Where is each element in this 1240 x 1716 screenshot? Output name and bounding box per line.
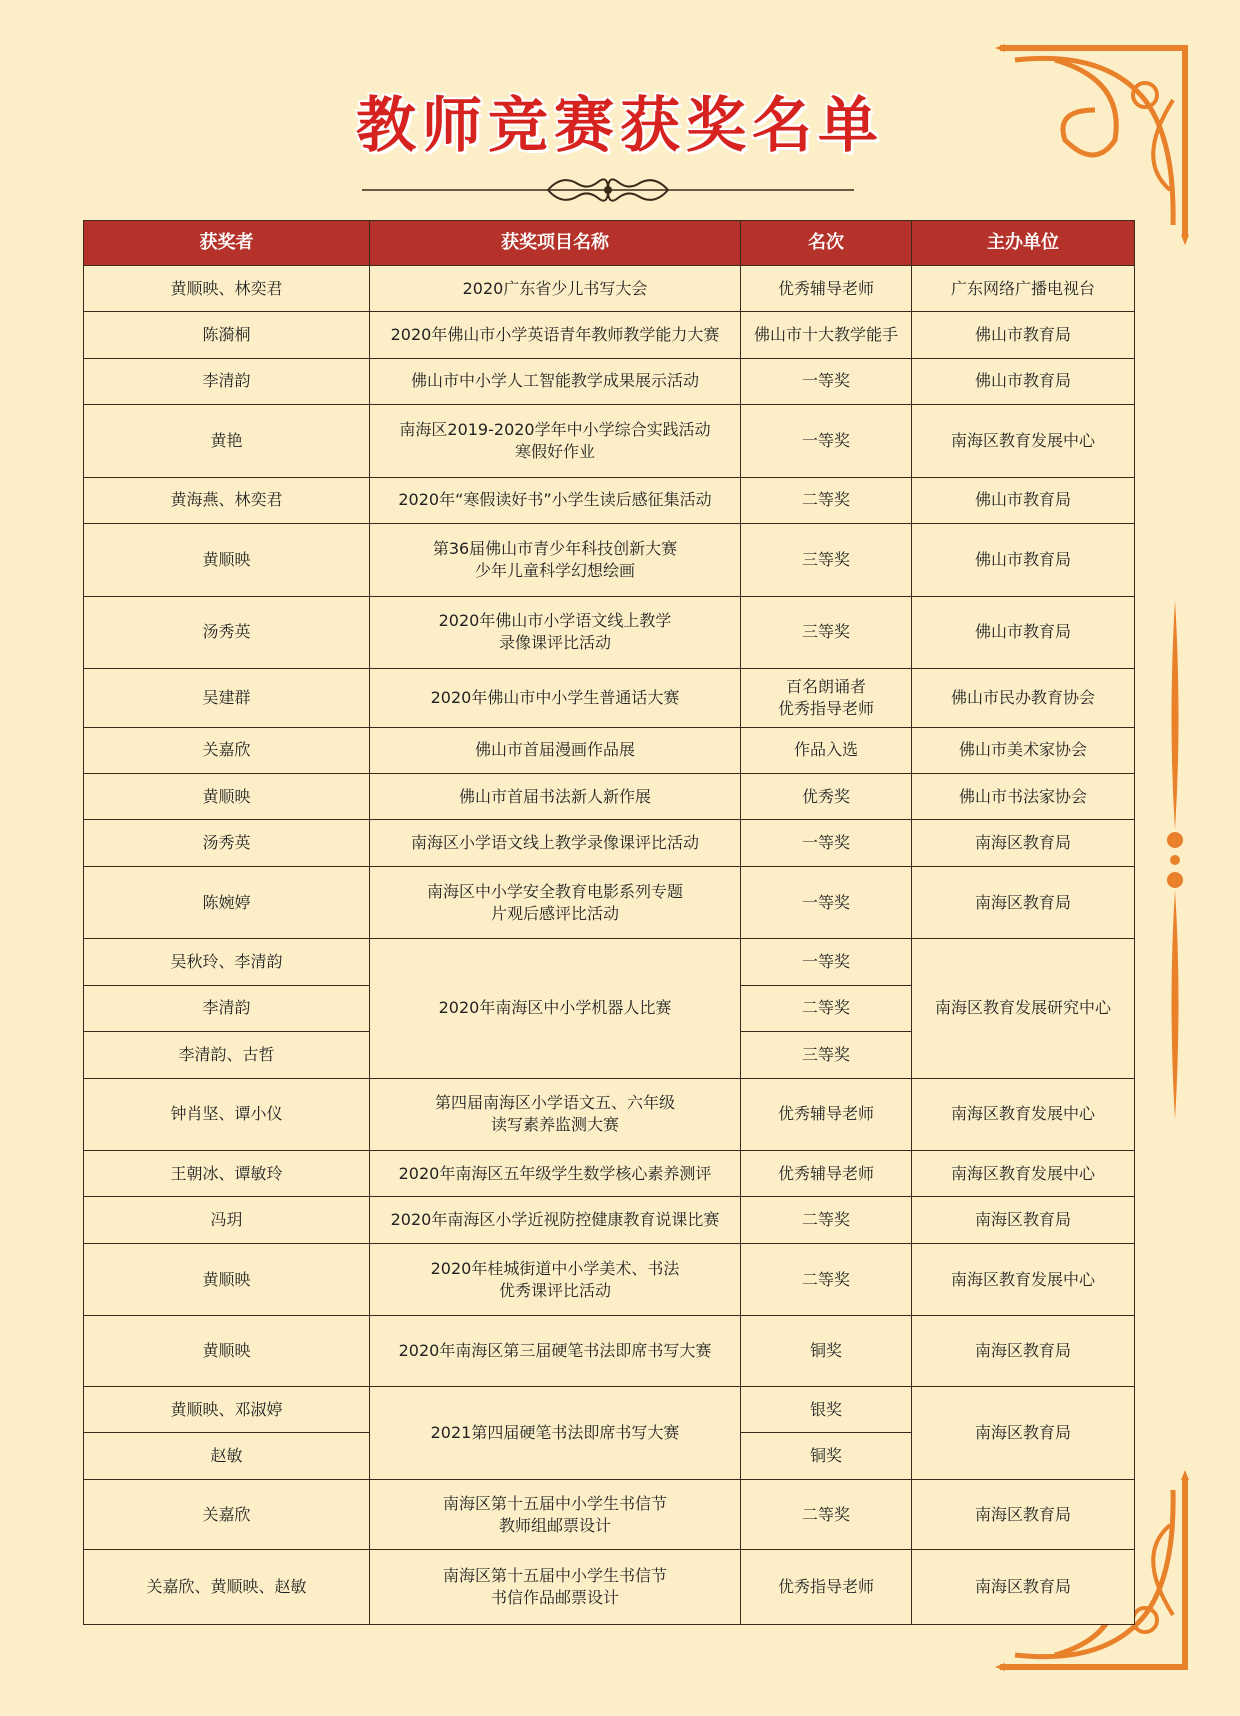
cell-rank: 三等奖 <box>741 1032 912 1078</box>
table-row <box>84 1197 1135 1243</box>
cell-organizer: 南海区教育发展研究中心 <box>912 939 1135 1078</box>
cell-organizer: 南海区教育局 <box>912 1197 1135 1243</box>
cell-organizer: 南海区教育发展中心 <box>912 1243 1135 1316</box>
cell-organizer: 佛山市教育局 <box>912 358 1135 404</box>
cell-winner: 钟肖坚、谭小仪 <box>84 1078 370 1151</box>
table-row <box>84 405 1135 478</box>
cell-rank: 优秀指导老师 <box>741 1550 912 1625</box>
cell-winner: 黄艳 <box>84 405 370 478</box>
cell-project: 2020年桂城街道中小学美术、书法 优秀课评比活动 <box>370 1243 741 1316</box>
cell-rank: 优秀辅导老师 <box>741 1151 912 1197</box>
cell-winner: 陈漪桐 <box>84 312 370 358</box>
cell-rank: 佛山市十大教学能手 <box>741 312 912 358</box>
cell-winner: 黄顺映 <box>84 524 370 597</box>
side-ornament <box>1160 600 1190 1120</box>
cell-rank: 一等奖 <box>741 358 912 404</box>
table-row <box>84 358 1135 404</box>
cell-rank: 三等奖 <box>741 596 912 669</box>
cell-rank: 银奖 <box>741 1387 912 1433</box>
cell-project: 2020年南海区小学近视防控健康教育说课比赛 <box>370 1197 741 1243</box>
table-row <box>84 1387 1135 1433</box>
cell-winner: 黄顺映 <box>84 1316 370 1387</box>
cell-rank: 二等奖 <box>741 477 912 523</box>
cell-project: 佛山市中小学人工智能教学成果展示活动 <box>370 358 741 404</box>
cell-rank: 二等奖 <box>741 1197 912 1243</box>
cell-rank: 铜奖 <box>741 1316 912 1387</box>
cell-project: 南海区中小学安全教育电影系列专题 片观后感评比活动 <box>370 866 741 939</box>
header-project: 获奖项目名称 <box>370 221 741 266</box>
cell-rank: 一等奖 <box>741 405 912 478</box>
cell-organizer: 佛山市教育局 <box>912 524 1135 597</box>
cell-winner: 李清韵 <box>84 358 370 404</box>
cell-rank: 优秀辅导老师 <box>741 1078 912 1151</box>
cell-winner: 黄顺映、林奕君 <box>84 266 370 312</box>
cell-project: 2020年“寒假读好书”小学生读后感征集活动 <box>370 477 741 523</box>
cell-winner: 吴秋玲、李清韵 <box>84 939 370 985</box>
cell-project: 2020年南海区第三届硬笔书法即席书写大赛 <box>370 1316 741 1387</box>
cell-project: 2020年佛山市中小学生普通话大赛 <box>370 669 741 727</box>
cell-project: 2020广东省少儿书写大会 <box>370 266 741 312</box>
cell-project: 2021第四届硬笔书法即席书写大赛 <box>370 1387 741 1480</box>
cell-project: 南海区2019-2020学年中小学综合实践活动 寒假好作业 <box>370 405 741 478</box>
cell-project: 2020年南海区五年级学生数学核心素养测评 <box>370 1151 741 1197</box>
cell-winner: 吴建群 <box>84 669 370 727</box>
cell-winner: 赵敏 <box>84 1433 370 1479</box>
table-row <box>84 1078 1135 1151</box>
cell-organizer: 南海区教育发展中心 <box>912 1151 1135 1197</box>
header-organizer: 主办单位 <box>912 221 1135 266</box>
cell-rank: 优秀奖 <box>741 774 912 820</box>
cell-organizer: 南海区教育局 <box>912 820 1135 866</box>
cell-project: 2020年南海区中小学机器人比赛 <box>370 939 741 1078</box>
cell-rank: 二等奖 <box>741 1243 912 1316</box>
cell-organizer: 南海区教育发展中心 <box>912 405 1135 478</box>
cell-organizer: 广东网络广播电视台 <box>912 266 1135 312</box>
table-row <box>84 939 1135 985</box>
cell-organizer: 佛山市美术家协会 <box>912 727 1135 773</box>
cell-project: 第四届南海区小学语文五、六年级 读写素养监测大赛 <box>370 1078 741 1151</box>
table-row <box>84 524 1135 597</box>
cell-rank: 一等奖 <box>741 939 912 985</box>
cell-rank: 一等奖 <box>741 866 912 939</box>
cell-rank: 百名朗诵者 优秀指导老师 <box>741 669 912 727</box>
table-row <box>84 1550 1135 1625</box>
cell-organizer: 南海区教育局 <box>912 1316 1135 1387</box>
cell-winner: 陈婉婷 <box>84 866 370 939</box>
cell-project: 南海区第十五届中小学生书信节 书信作品邮票设计 <box>370 1550 741 1625</box>
table-row <box>84 312 1135 358</box>
table-row <box>84 1243 1135 1316</box>
cell-project: 佛山市首届漫画作品展 <box>370 727 741 773</box>
cell-organizer: 南海区教育局 <box>912 1479 1135 1550</box>
cell-project: 2020年佛山市小学英语青年教师教学能力大赛 <box>370 312 741 358</box>
table-row <box>84 1151 1135 1197</box>
table-row <box>84 727 1135 773</box>
cell-project: 南海区第十五届中小学生书信节 教师组邮票设计 <box>370 1479 741 1550</box>
cell-rank: 铜奖 <box>741 1433 912 1479</box>
cell-rank: 二等奖 <box>741 985 912 1031</box>
cell-winner: 李清韵 <box>84 985 370 1031</box>
page-title: 教师竞赛获奖名单 <box>356 91 884 161</box>
cell-project: 第36届佛山市青少年科技创新大赛 少年儿童科学幻想绘画 <box>370 524 741 597</box>
cell-organizer: 佛山市教育局 <box>912 477 1135 523</box>
cell-organizer: 南海区教育局 <box>912 1550 1135 1625</box>
cell-rank: 作品入选 <box>741 727 912 773</box>
cell-organizer: 佛山市教育局 <box>912 596 1135 669</box>
cell-organizer: 佛山市民办教育协会 <box>912 669 1135 727</box>
cell-rank: 二等奖 <box>741 1479 912 1550</box>
table-row <box>84 266 1135 312</box>
cell-winner: 汤秀英 <box>84 596 370 669</box>
table-row <box>84 774 1135 820</box>
cell-winner: 黄顺映 <box>84 774 370 820</box>
cell-winner: 黄海燕、林奕君 <box>84 477 370 523</box>
cell-winner: 冯玥 <box>84 1197 370 1243</box>
table-row <box>84 820 1135 866</box>
table-row <box>84 669 1135 727</box>
table-header-row <box>84 221 1135 266</box>
cell-winner: 汤秀英 <box>84 820 370 866</box>
awards-table <box>83 220 1135 1625</box>
cell-winner: 关嘉欣、黄顺映、赵敏 <box>84 1550 370 1625</box>
cell-rank: 一等奖 <box>741 820 912 866</box>
cell-organizer: 南海区教育局 <box>912 1387 1135 1480</box>
cell-winner: 关嘉欣 <box>84 727 370 773</box>
cell-winner: 李清韵、古哲 <box>84 1032 370 1078</box>
cell-organizer: 南海区教育局 <box>912 866 1135 939</box>
table-row <box>84 596 1135 669</box>
title-divider-ornament <box>362 168 854 208</box>
cell-project: 佛山市首届书法新人新作展 <box>370 774 741 820</box>
header-rank: 名次 <box>741 221 912 266</box>
header-winner: 获奖者 <box>84 221 370 266</box>
cell-organizer: 佛山市教育局 <box>912 312 1135 358</box>
cell-project: 2020年佛山市小学语文线上教学 录像课评比活动 <box>370 596 741 669</box>
table-row <box>84 866 1135 939</box>
cell-organizer: 南海区教育发展中心 <box>912 1078 1135 1151</box>
cell-winner: 黄顺映、邓淑婷 <box>84 1387 370 1433</box>
table-row <box>84 477 1135 523</box>
table-row <box>84 1316 1135 1387</box>
cell-rank: 优秀辅导老师 <box>741 266 912 312</box>
cell-organizer: 佛山市书法家协会 <box>912 774 1135 820</box>
cell-winner: 关嘉欣 <box>84 1479 370 1550</box>
cell-winner: 王朝冰、谭敏玲 <box>84 1151 370 1197</box>
cell-winner: 黄顺映 <box>84 1243 370 1316</box>
cell-project: 南海区小学语文线上教学录像课评比活动 <box>370 820 741 866</box>
cell-rank: 三等奖 <box>741 524 912 597</box>
table-row <box>84 1479 1135 1550</box>
